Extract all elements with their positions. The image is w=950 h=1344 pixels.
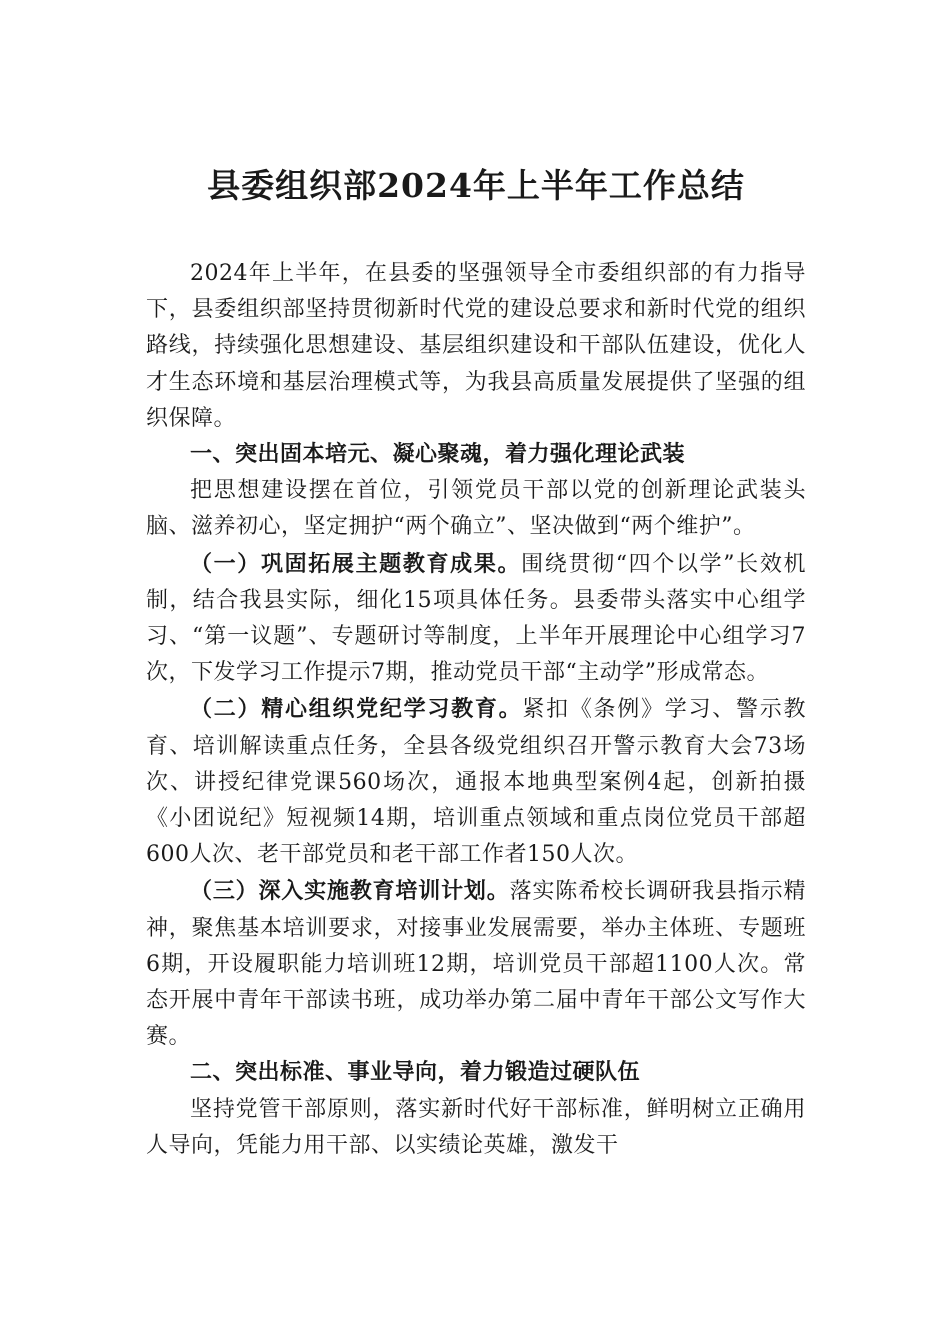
item-2-head: （二）精心组织党纪学习教育。 bbox=[190, 696, 523, 723]
section-2-lead: 坚持党管干部原则，落实新时代好干部标准，鲜明树立正确用人导向，凭能力用干部、以实绩论英雄，激发干 bbox=[146, 1096, 806, 1158]
intro-paragraph: 2024年上半年，在县委的坚强领导全市委组织部的有力指导下，县委组织部坚持贯彻新时代党的建设总要求和新时代党的组织路线，持续强化思想建设、基层组织建设和干部队伍建设，优化人才生态环境和基层治理模式等，为我县高质量发展提供了坚强的组织保障。 bbox=[146, 261, 806, 431]
item-1-head: （一）巩固拓展主题教育成果。 bbox=[190, 550, 522, 577]
section-1-lead: 把思想建设摆在首位，引领党员干部以党的创新理论武装头脑、滋养初心，坚定拥护“两个确立”、坚决做到“两个维护”。 bbox=[146, 478, 806, 540]
item-3-text: 落实陈希校长调研我县指示精神，聚焦基本培训要求，对接事业发展需要，举办主体班、专题班6期，开设履职能力培训班12期，培训党员干部超1100人次。常态开展中青年干部读书班，成功举办第二届中青年干部公文写作大赛。 bbox=[146, 879, 806, 1050]
document-title: 县委组织部2024年上半年工作总结 bbox=[207, 166, 745, 205]
item-1-text: 围绕贯彻“四个以学”长效机制，结合我县实际，细化15项具体任务。县委带头落实中心组学习、“第一议题”、专题研讨等制度，上半年开展理论中心组学习7次，下发学习工作提示7期，推动党员干部“主动学”形成常态。 bbox=[146, 551, 806, 686]
section-1-item-3 bbox=[146, 873, 806, 1055]
item-2-text: 紧扣《条例》学习、警示教育、培训解读重点任务，全县各级党组织召开警示教育大会73场次、讲授纪律党课560场次，通报本地典型案例4起，创新拍摄《小团说纪》短视频14期，培训重点领域和重点岗位党员干部超600人次、老干部党员和老干部工作者150人次。 bbox=[146, 697, 806, 868]
section-1-heading: 一、突出固本培元、凝心聚魂，着力强化理论武装 bbox=[190, 442, 686, 468]
item-3-head: （三）深入实施教育培训计划。 bbox=[190, 878, 510, 905]
section-1-item-1 bbox=[146, 546, 806, 692]
document-body bbox=[146, 256, 806, 1164]
section-2-heading: 二、突出标准、事业导向，着力锻造过硬队伍 bbox=[190, 1060, 641, 1086]
section-1-item-2 bbox=[146, 691, 806, 873]
